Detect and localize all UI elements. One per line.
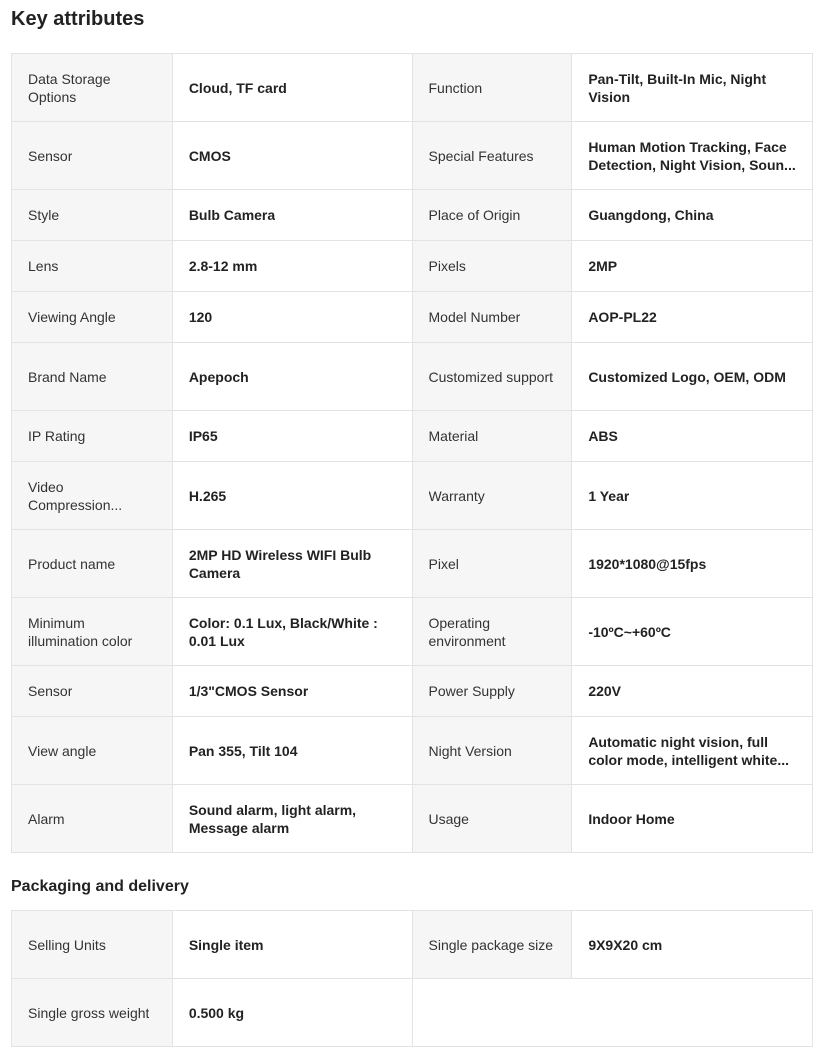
- attribute-key: Special Features: [413, 122, 573, 190]
- attribute-key: Sensor: [12, 666, 173, 717]
- attribute-key: Video Compression...: [12, 462, 173, 530]
- table-row: [12, 598, 813, 666]
- attribute-value: AOP-PL22: [572, 292, 813, 343]
- attribute-key: Data Storage Options: [12, 54, 173, 122]
- attribute-value: IP65: [173, 411, 413, 462]
- key-attributes-title: Key attributes: [11, 8, 145, 30]
- table-row: [12, 122, 813, 190]
- attribute-key: Sensor: [12, 122, 173, 190]
- attribute-value: Pan-Tilt, Built-In Mic, Night Vision: [572, 54, 813, 122]
- attribute-value: 120: [173, 292, 413, 343]
- attribute-key: Alarm: [12, 785, 173, 853]
- attribute-value: Human Motion Tracking, Face Detection, Night Vision, Soun...: [572, 122, 813, 190]
- attribute-key: Model Number: [413, 292, 573, 343]
- attribute-key: Function: [413, 54, 573, 122]
- attribute-value: 9X9X20 cm: [572, 911, 813, 979]
- attribute-key: View angle: [12, 717, 173, 785]
- attribute-value: Indoor Home: [572, 785, 813, 853]
- table-row: [12, 911, 813, 979]
- table-row: [12, 190, 813, 241]
- packaging-title: Packaging and delivery: [11, 878, 189, 895]
- attribute-value: 1/3"CMOS Sensor: [173, 666, 413, 717]
- attribute-value: 1 Year: [572, 462, 813, 530]
- attribute-value: Sound alarm, light alarm, Message alarm: [173, 785, 413, 853]
- attribute-key: Minimum illumination color: [12, 598, 173, 666]
- attribute-key: Single package size: [413, 911, 573, 979]
- attribute-key: IP Rating: [12, 411, 173, 462]
- attribute-value: -10ºC~+60ºC: [572, 598, 813, 666]
- attribute-key: Brand Name: [12, 343, 173, 411]
- attribute-key: Pixels: [413, 241, 573, 292]
- table-row: [12, 530, 813, 598]
- attribute-key: Lens: [12, 241, 173, 292]
- attribute-key: Pixel: [413, 530, 573, 598]
- table-row: [12, 785, 813, 853]
- attribute-key: Warranty: [413, 462, 573, 530]
- table-row: [12, 462, 813, 530]
- table-row: [12, 979, 813, 1047]
- attribute-value: Customized Logo, OEM, ODM: [572, 343, 813, 411]
- table-row: [12, 292, 813, 343]
- attribute-value: Pan 355, Tilt 104: [173, 717, 413, 785]
- attribute-key: Usage: [413, 785, 573, 853]
- empty-cell: [413, 979, 813, 1047]
- attribute-value: Cloud, TF card: [173, 54, 413, 122]
- attribute-key: Place of Origin: [413, 190, 573, 241]
- attribute-key: Style: [12, 190, 173, 241]
- packaging-table: [11, 910, 813, 1047]
- attribute-value: Apepoch: [173, 343, 413, 411]
- attribute-value: H.265: [173, 462, 413, 530]
- attribute-key: Viewing Angle: [12, 292, 173, 343]
- attribute-key: Material: [413, 411, 573, 462]
- attribute-value: 0.500 kg: [173, 979, 413, 1047]
- attribute-value: 2MP HD Wireless WIFI Bulb Camera: [173, 530, 413, 598]
- attribute-value: Bulb Camera: [173, 190, 413, 241]
- table-row: [12, 666, 813, 717]
- attribute-key: Operating environment: [413, 598, 573, 666]
- attribute-key: Selling Units: [12, 911, 173, 979]
- table-row: [12, 717, 813, 785]
- attribute-key: Night Version: [413, 717, 573, 785]
- attribute-value: ABS: [572, 411, 813, 462]
- attribute-value: 1920*1080@15fps: [572, 530, 813, 598]
- attribute-value: Automatic night vision, full color mode, intelligent white...: [572, 717, 813, 785]
- attribute-value: Color: 0.1 Lux, Black/White : 0.01 Lux: [173, 598, 413, 666]
- attribute-key: Customized support: [413, 343, 573, 411]
- attribute-value: 2MP: [572, 241, 813, 292]
- attribute-value: Guangdong, China: [572, 190, 813, 241]
- table-row: [12, 241, 813, 292]
- table-row: [12, 411, 813, 462]
- attribute-key: Single gross weight: [12, 979, 173, 1047]
- attribute-key: Product name: [12, 530, 173, 598]
- attribute-value: 2.8-12 mm: [173, 241, 413, 292]
- attribute-value: CMOS: [173, 122, 413, 190]
- attribute-value: Single item: [173, 911, 413, 979]
- key-attributes-table: [11, 53, 813, 853]
- attribute-key: Power Supply: [413, 666, 573, 717]
- attribute-value: 220V: [572, 666, 813, 717]
- table-row: [12, 54, 813, 122]
- table-row: [12, 343, 813, 411]
